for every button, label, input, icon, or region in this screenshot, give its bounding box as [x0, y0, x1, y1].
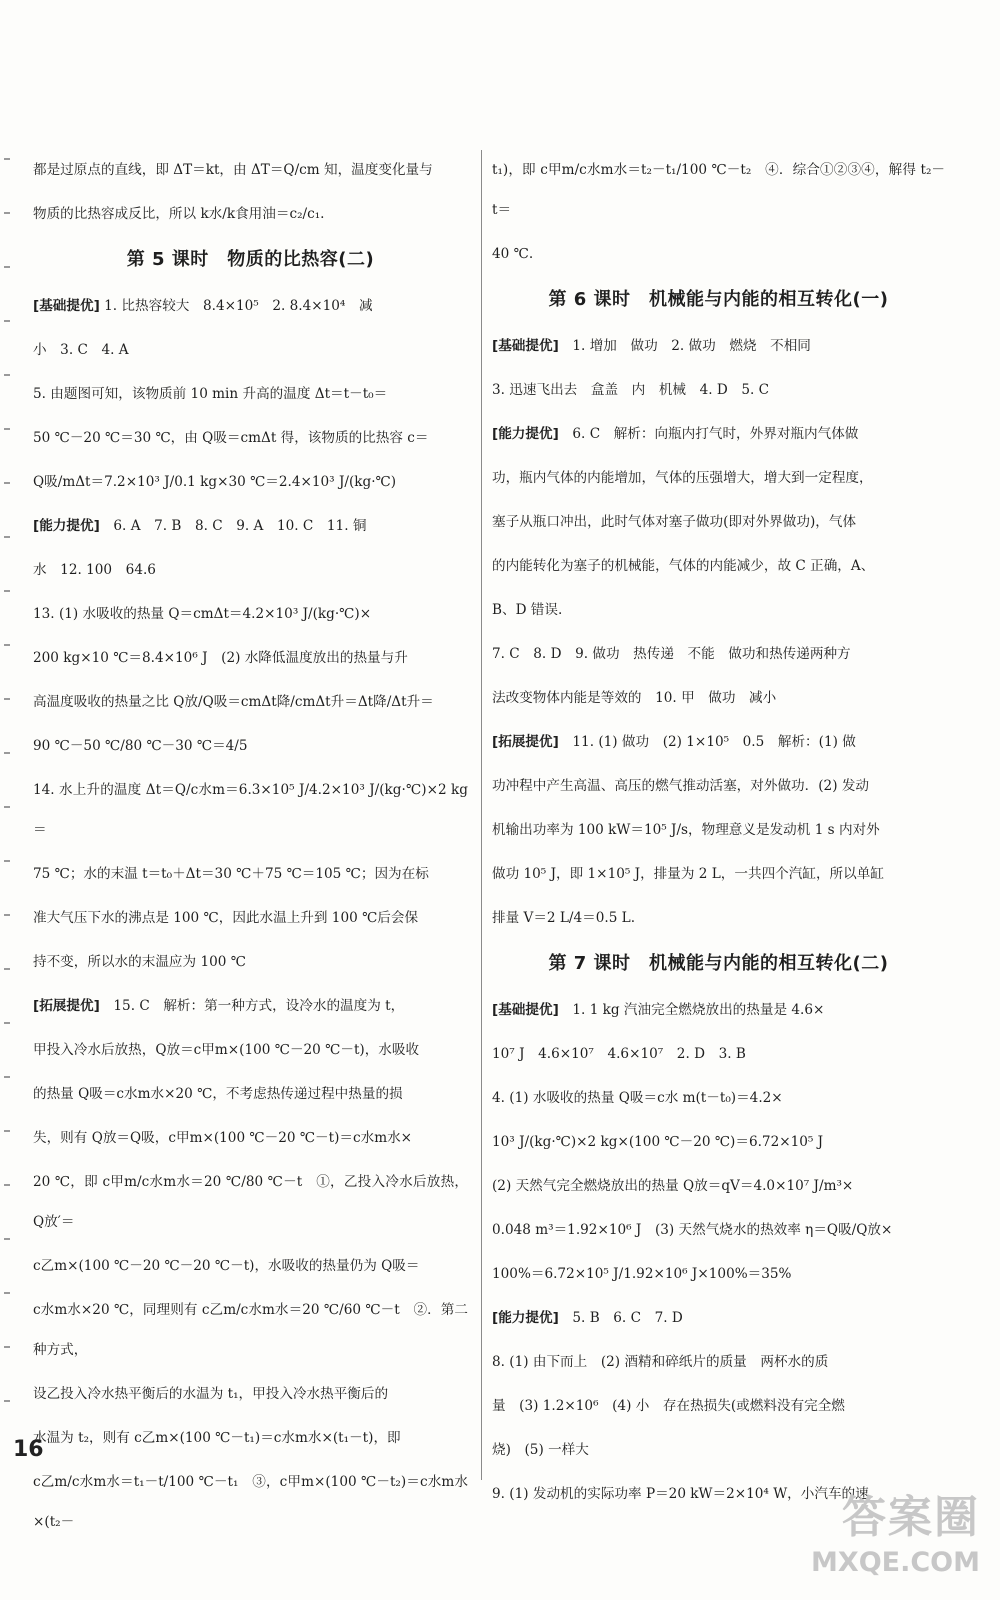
answer-line: [33, 194, 468, 234]
answer-text: 13. (1) 水吸收的热量 Q＝cmΔt＝4.2×10³ J/(kg·℃)×: [33, 606, 372, 622]
answer-text: 9. (1) 发动机的实际功率 P＝20 kW＝2×10⁴ W，小汽车的速: [492, 1486, 869, 1502]
edge-mark: [4, 806, 10, 808]
answer-line: [33, 1290, 468, 1370]
edge-mark: [4, 1238, 10, 1240]
answer-line: [492, 1342, 945, 1382]
answer-text: c乙m/c水m水＝t₁－t/100 ℃－t₁ ③，c甲m×(100 ℃－t₂)＝c水m水×(t₂－: [33, 1474, 468, 1530]
answer-text: 100%＝6.72×10⁵ J/1.92×10⁶ J×100%＝35%: [492, 1266, 792, 1282]
answer-text: 塞子从瓶口冲出，此时气体对塞子做功(即对外界做功)，气体: [492, 514, 857, 530]
answer-text: 11. (1) 做功 (2) 1×10⁵ 0.5 解析：(1) 做: [558, 734, 856, 750]
answer-text: B、D 错误.: [492, 602, 563, 618]
answer-line: [33, 462, 468, 502]
answer-text: 功，瓶内气体的内能增加，气体的压强增大，增大到一定程度，: [492, 470, 873, 486]
answer-text: 的内能转化为塞子的机械能，气体的内能减少，故 C 正确，A、: [492, 558, 875, 574]
watermark-url: MXQE.COM: [811, 1547, 980, 1578]
answer-text: 10³ J/(kg·℃)×2 kg×(100 ℃－20 ℃)＝6.72×10⁵ J: [492, 1134, 824, 1150]
answer-line: [33, 1246, 468, 1286]
section-tag: [基础提优]: [492, 338, 559, 354]
answer-text: 50 ℃－20 ℃＝30 ℃，由 Q吸＝cmΔt 得，该物质的比热容 c＝: [33, 430, 429, 446]
left-column: [33, 150, 468, 1546]
answer-text: 甲投入冷水后放热，Q放＝c甲m×(100 ℃－20 ℃－t)，水吸收: [33, 1042, 420, 1058]
section-tag: [能力提优]: [492, 426, 559, 442]
edge-mark: [4, 482, 10, 484]
answer-line: [33, 550, 468, 590]
answer-line: [33, 506, 468, 546]
answer-text: 排量 V＝2 L/4＝0.5 L.: [492, 910, 636, 926]
answer-text: 7. C 8. D 9. 做功 热传递 不能 做功和热传递两种方: [492, 646, 851, 662]
answer-line: [33, 1462, 468, 1542]
answer-line: [492, 1254, 945, 1294]
section-tag: [基础提优]: [33, 298, 100, 314]
section-heading: 第 5 课时 物质的比热容(二): [126, 249, 375, 270]
edge-mark: [4, 860, 10, 862]
answer-line: [33, 286, 468, 326]
answer-text: 6. A 7. B 8. C 9. A 10. C 11. 铜: [99, 518, 367, 534]
answer-text: c乙m×(100 ℃－20 ℃－20 ℃－t)，水吸收的热量仍为 Q吸＝: [33, 1258, 420, 1274]
answer-text: 量 (3) 1.2×10⁶ (4) 小 存在热损失(或燃料没有完全燃: [492, 1398, 845, 1414]
answer-text: t₁)，即 c甲m/c水m水＝t₂－t₁/100 ℃－t₂ ④．综合①②③④，解得 t₂－t＝: [492, 162, 945, 218]
answer-line: [33, 770, 468, 850]
edge-mark: [4, 212, 10, 214]
answer-text: 8. (1) 由下而上 (2) 酒精和碎纸片的质量 两杯水的质: [492, 1354, 829, 1370]
answer-line: [492, 1210, 945, 1250]
edge-mark: [4, 590, 10, 592]
answer-text: 1. 比热容较大 8.4×10⁵ 2. 8.4×10⁴ 减: [99, 298, 373, 314]
edge-mark: [4, 536, 10, 538]
edge-mark: [4, 374, 10, 376]
edge-mark: [4, 1292, 10, 1294]
edge-mark: [4, 644, 10, 646]
answer-text: 1. 增加 做功 2. 做功 燃烧 不相同: [558, 338, 811, 354]
answer-text: 持不变，所以水的末温应为 100 ℃: [33, 954, 246, 970]
answer-line: [33, 1118, 468, 1158]
answer-text: 15. C 解析：第一种方式，设冷水的温度为 t，: [99, 998, 405, 1014]
answer-text: 40 ℃.: [492, 246, 534, 262]
edge-mark: [4, 266, 10, 268]
answer-text: 物质的比热容成反比，所以 k水/k食用油＝c₂/c₁.: [33, 206, 325, 222]
answer-line: [492, 590, 945, 630]
answer-line: [492, 810, 945, 850]
edge-mark: [4, 752, 10, 754]
answer-line: [33, 150, 468, 190]
answer-line: [492, 1122, 945, 1162]
answer-line: [492, 326, 945, 366]
answer-text: 功冲程中产生高温、高压的燃气推动活塞，对外做功．(2) 发动: [492, 778, 870, 794]
answer-line: [33, 682, 468, 722]
answer-line: [492, 1166, 945, 1206]
answer-text: 90 ℃－50 ℃/80 ℃－30 ℃＝4/5: [33, 738, 248, 754]
answer-text: 75 ℃；水的末温 t＝t₀＋Δt＝30 ℃＋75 ℃＝105 ℃；因为在标: [33, 866, 429, 882]
answer-text: 水 12. 100 64.6: [33, 562, 156, 578]
answer-text: 200 kg×10 ℃＝8.4×10⁶ J (2) 水降低温度放出的热量与升: [33, 650, 408, 666]
answer-line: [492, 458, 945, 498]
answer-line: [492, 678, 945, 718]
section-tag: [基础提优]: [492, 1002, 559, 1018]
answer-text: 都是过原点的直线，即 ΔT＝kt，由 ΔT＝Q/cm 知，温度变化量与: [33, 162, 433, 178]
answer-text: c水m水×20 ℃，同理则有 c乙m/c水m水＝20 ℃/60 ℃－t ②．第二种方式，: [33, 1302, 468, 1358]
section-heading: 第 7 课时 机械能与内能的相互转化(二): [548, 953, 889, 974]
edge-mark: [4, 914, 10, 916]
edge-mark: [4, 1130, 10, 1132]
answer-text: 失，则有 Q放＝Q吸，c甲m×(100 ℃－20 ℃－t)＝c水m水×: [33, 1130, 413, 1146]
answer-line: [33, 1074, 468, 1114]
edge-mark: [4, 1022, 10, 1024]
column-divider: [481, 150, 482, 1480]
answer-text: 准大气压下水的沸点是 100 ℃，因此水温上升到 100 ℃后会保: [33, 910, 419, 926]
answer-text: 的热量 Q吸＝c水m水×20 ℃，不考虑热传递过程中热量的损: [33, 1086, 403, 1102]
answer-line: [33, 986, 468, 1026]
answer-text: 3. 迅速飞出去 盒盖 内 机械 4. D 5. C: [492, 382, 770, 398]
answer-text: 做功 10⁵ J，即 1×10⁵ J，排量为 2 L，一共四个汽缸，所以单缸: [492, 866, 884, 882]
answer-line: [33, 898, 468, 938]
answer-line: [33, 594, 468, 634]
answer-line: [33, 1162, 468, 1242]
answer-text: Q吸/mΔt＝7.2×10³ J/0.1 kg×30 ℃＝2.4×10³ J/(kg·℃): [33, 474, 397, 490]
edge-mark: [4, 1076, 10, 1078]
answer-line: [492, 1386, 945, 1426]
answer-line: [492, 1078, 945, 1118]
answer-line: [492, 722, 945, 762]
answer-line: [33, 726, 468, 766]
answer-text: 4. (1) 水吸收的热量 Q吸＝c水 m(t－t₀)＝4.2×: [492, 1090, 783, 1106]
answer-line: [492, 1034, 945, 1074]
answer-line: [492, 990, 945, 1030]
answer-line: [33, 374, 468, 414]
answer-text: (2) 天然气完全燃烧放出的热量 Q放＝qV＝4.0×10⁷ J/m³×: [492, 1178, 854, 1194]
answer-line: [33, 1418, 468, 1458]
edge-mark: [4, 158, 10, 160]
answer-text: 0.048 m³＝1.92×10⁶ J (3) 天然气烧水的热效率 η＝Q吸/Q放×: [492, 1222, 893, 1238]
watermark-logo: [800, 1488, 980, 1588]
section-tag: [能力提优]: [492, 1310, 559, 1326]
answer-text: 6. C 解析：向瓶内打气时，外界对瓶内气体做: [558, 426, 859, 442]
answer-line: [492, 234, 945, 274]
answer-line: [492, 414, 945, 454]
section-heading: 第 6 课时 机械能与内能的相互转化(一): [548, 289, 889, 310]
right-column: [492, 150, 945, 1518]
answer-line: [33, 854, 468, 894]
answer-text: 20 ℃，即 c甲m/c水m水＝20 ℃/80 ℃－t ①，乙投入冷水后放热，Q放′＝: [33, 1174, 468, 1230]
answer-text: 5. 由题图可知，该物质前 10 min 升高的温度 Δt＝t－t₀＝: [33, 386, 388, 402]
answer-text: 水温为 t₂，则有 c乙m×(100 ℃－t₁)＝c水m水×(t₁－t)，即: [33, 1430, 401, 1446]
answer-line: [492, 150, 945, 230]
answer-text: 5. B 6. C 7. D: [558, 1310, 683, 1326]
answer-text: 10⁷ J 4.6×10⁷ 4.6×10⁷ 2. D 3. B: [492, 1046, 746, 1062]
answer-line: [33, 1374, 468, 1414]
edge-mark: [4, 698, 10, 700]
page-edge-marks: [0, 150, 14, 1450]
answer-text: 法改变物体内能是等效的 10. 甲 做功 减小: [492, 690, 777, 706]
answer-line: [492, 546, 945, 586]
answer-text: 14. 水上升的温度 Δt＝Q/c水m＝6.3×10⁵ J/4.2×10³ J/(kg·℃)×2 kg＝: [33, 782, 468, 838]
answer-line: [33, 330, 468, 370]
section-tag: [拓展提优]: [33, 998, 100, 1014]
edge-mark: [4, 1184, 10, 1186]
edge-mark: [4, 968, 10, 970]
answer-line: [492, 766, 945, 806]
section-tag: [拓展提优]: [492, 734, 559, 750]
answer-line: [492, 1430, 945, 1470]
answer-line: [492, 1298, 945, 1338]
section-tag: [能力提优]: [33, 518, 100, 534]
edge-mark: [4, 1400, 10, 1402]
answer-line: [33, 942, 468, 982]
answer-text: 设乙投入冷水热平衡后的水温为 t₁，甲投入冷水热平衡后的: [33, 1386, 389, 1402]
answer-line: [492, 370, 945, 410]
answer-line: [492, 854, 945, 894]
page-number: 16: [13, 1437, 44, 1462]
answer-line: [492, 634, 945, 674]
answer-text: 小 3. C 4. A: [33, 342, 129, 358]
answer-text: 烧) (5) 一样大: [492, 1442, 589, 1458]
watermark-logo-text: 答案圈: [842, 1492, 980, 1543]
answer-line: [492, 898, 945, 938]
edge-mark: [4, 428, 10, 430]
answer-line: [492, 502, 945, 542]
edge-mark: [4, 1346, 10, 1348]
edge-mark: [4, 320, 10, 322]
answer-text: 机输出功率为 100 kW＝10⁵ J/s，物理意义是发动机 1 s 内对外: [492, 822, 880, 838]
answer-line: [33, 1030, 468, 1070]
answer-text: 高温度吸收的热量之比 Q放/Q吸＝cmΔt降/cmΔt升＝Δt降/Δt升＝: [33, 694, 434, 710]
answer-text: 1. 1 kg 汽油完全燃烧放出的热量是 4.6×: [558, 1002, 825, 1018]
answer-line: [33, 638, 468, 678]
answer-line: [33, 418, 468, 458]
